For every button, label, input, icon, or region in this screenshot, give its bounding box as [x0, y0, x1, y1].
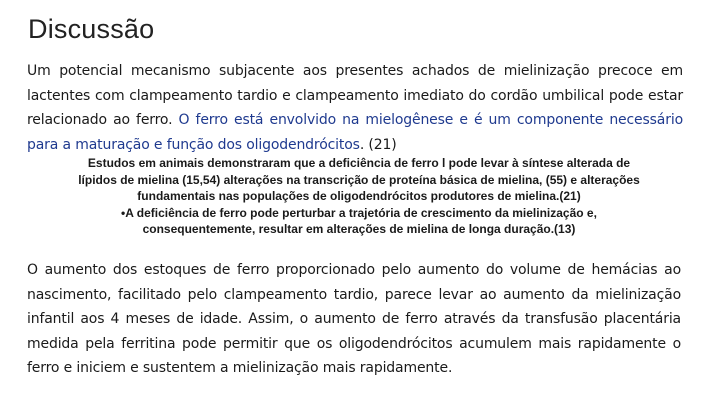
paragraph-iron-stores: O aumento dos estoques de ferro proporcionado pelo aumento do volume de hemácias ao nascimento, facilitado pelo clampeamento tardio, parece levar ao aumento da mielinização infantil aos 4 meses de idade. Assim, o aumento de ferro através da transfusão placentária medida pela ferritina pode permitir que os oligodendrócitos acumulem mais rapidamente o ferro e iniciem e sustentem a mielinização mais rapidamente.: [27, 262, 681, 377]
slide-title: Discussão: [28, 14, 155, 44]
animal-studies-line-5: consequentemente, resultar em alterações de mielina de longa duração.(13): [142, 222, 576, 236]
paragraph-iron-mechanism-highlight: O ferro está envolvido na mielogênese e é um componente necessário para a maturação e função dos oligodendrócitos: [27, 112, 684, 153]
paragraph-iron-mechanism-ref: . (21): [359, 136, 397, 153]
animal-studies-line-3: fundamentais nas populações de oligodendrócitos produtores de mielina.(21): [137, 189, 581, 203]
paragraph-iron-mechanism: [27, 59, 683, 157]
animal-studies-line-4: •A deficiência de ferro pode perturbar a trajetória de crescimento da mielinização e,: [121, 205, 597, 220]
paragraph-iron-mechanism-intro: Um potencial mecanismo subjacente aos presentes achados de mielinização precoce em lactentes com clampeamento tardio e clampeamento imediato do cordão umbilical pode estar relacionado ao ferro.: [27, 63, 683, 128]
animal-studies-line-2: lípidos de mielina (15,54) alterações na transcrição de proteína básica de mielina, (55) e alterações: [78, 172, 640, 187]
paragraph-animal-studies: [28, 155, 690, 238]
animal-studies-line-1: Estudos em animais demonstraram que a deficiência de ferro l pode levar à síntese alterada de: [87, 156, 631, 170]
